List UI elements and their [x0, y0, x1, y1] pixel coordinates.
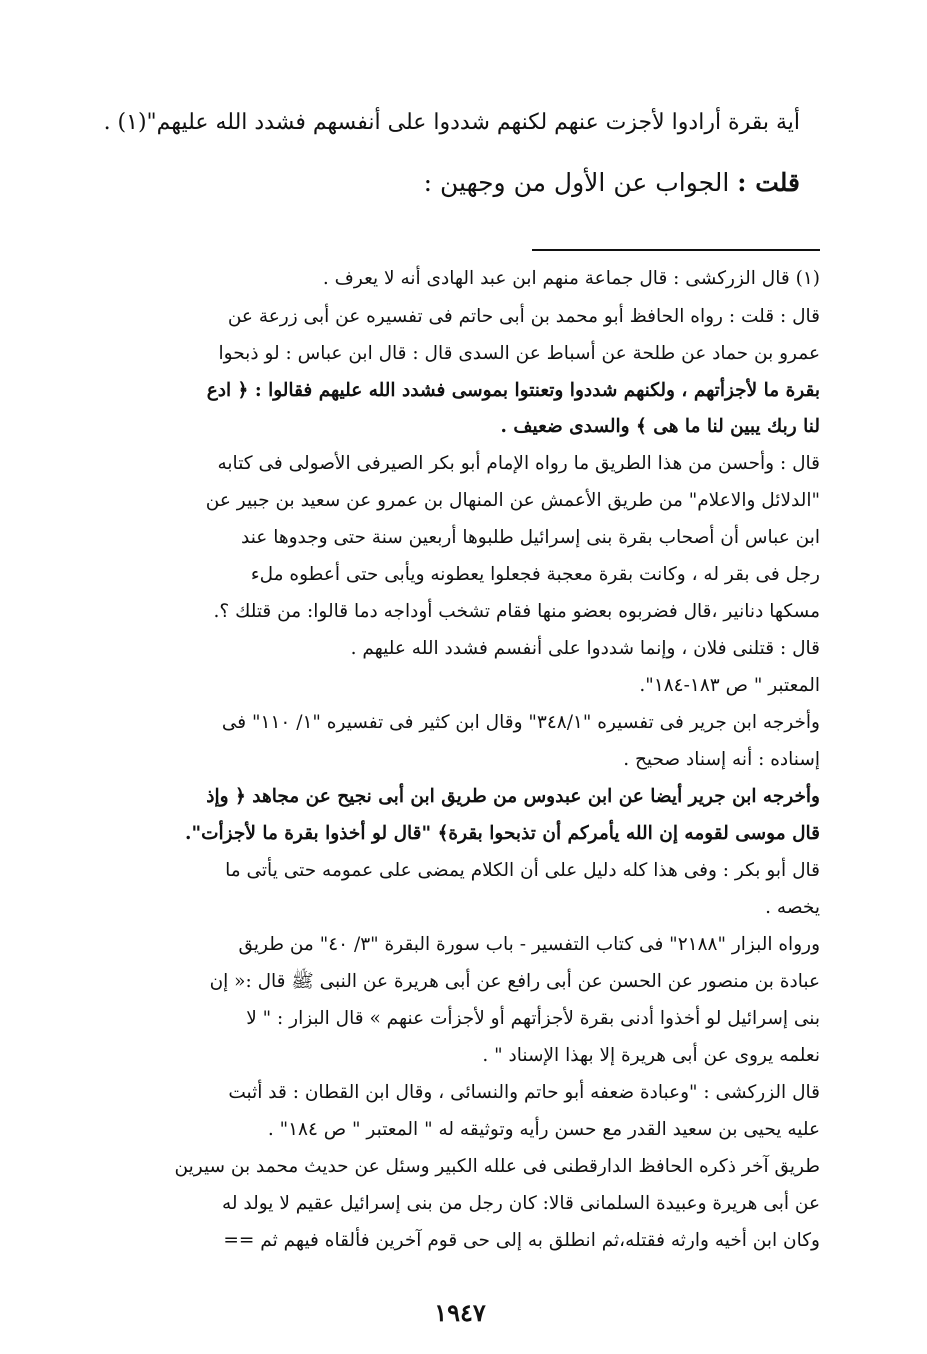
footnote-line: نعلمه يروى عن أبى هريرة إلا بهذا الإسناد " .: [482, 1045, 820, 1066]
main-text-label: قلت :: [737, 168, 800, 197]
footnote-line: بنى إسرائيل لو أخذوا أدنى بقرة لأجزأتهم أو لأجزأت عنهم » قال البزار : " لا: [246, 1008, 820, 1029]
footnote-line: لنا ربك يبين لنا ما هى ﴾ والسدى ضعيف .: [500, 416, 820, 437]
main-text-line-2-text: الجواب عن الأول من وجهين :: [423, 168, 730, 197]
footnote-line: ورواه البزار "٢١٨٨" فى كتاب التفسير - باب سورة البقرة "٣/ ٤٠" من طريق: [238, 934, 820, 955]
footnote-line: مسكها دنانير ،قال فضربوه بعضو منها فقام تشخب أوداجه دما قالوا: من قتلك ؟.: [213, 601, 820, 622]
footnote-line: وكان ابن أخيه وارثه فقتله،ثم انطلق به إلى حى قوم آخرين فألقاه فيهم ثم ==: [223, 1230, 820, 1251]
main-text-line-1-text: أية بقرة أرادوا لأجزت عنهم لكنهم شددوا على أنفسهم فشدد الله عليهم"(١) .: [103, 110, 800, 135]
footnote-line: قال أبو بكر : وفى هذا كله دليل على أن الكلام يمضى على عمومه حتى يأتى ما: [225, 860, 820, 881]
footnote-line: قال : وأحسن من هذا الطريق ما رواه الإمام أبو بكر الصيرفى الأصولى فى كتابه: [217, 453, 820, 474]
footnote-line: عن أبى هريرة وعبيدة السلمانى قالا: كان رجل من بنى إسرائيل عقيم لا يولد له: [221, 1193, 820, 1214]
footnote-line: يخصه .: [765, 897, 820, 918]
footnote-line: وأخرجه ابن جرير أيضا عن ابن عبدوس من طريق ابن أبى نجيح عن مجاهد ﴿ وإذ: [206, 786, 820, 807]
main-text-line-1: [100, 110, 800, 135]
footnote-line: بقرة ما لأجزأتهم ، ولكنهم شددوا وتعنتوا بموسى فشدد الله عليهم فقالوا : ﴿ ادع: [206, 380, 820, 401]
footnote-line: رجل فى بقر له ، وكانت بقرة معجبة فجعلوا يعطونه ويأبى حتى أعطوه ملء: [250, 564, 820, 585]
footnote-line: عبادة بن منصور عن الحسن عن أبى رافع عن أبى هريرة عن النبى ﷺ قال :« إن: [209, 971, 820, 992]
footnote-line: المعتبر " ص ١٨٣-١٨٤".: [639, 675, 820, 696]
footnote-line: "الدلائل والاعلام" من طريق الأعمش عن المنهال بن عمرو عن سعيد بن جبير عن: [205, 490, 820, 511]
footnote-line: قال موسى لقومه إن الله يأمركم أن تذبحوا بقرة﴾ "قال لو أخذوا بقرة ما لأجزأت".: [185, 823, 820, 844]
footnote-line: طريق آخر ذكره الحافظ الدارقطنى فى علله الكبير وسئل عن حديث محمد بن سيرين: [174, 1156, 820, 1177]
page-number: ١٩٤٧: [434, 1298, 486, 1327]
main-text-line-2: [100, 168, 800, 197]
footnote-line: قال : قلت : رواه الحافظ أبو محمد بن أبى حاتم فى تفسيره عن أبى زرعة عن: [227, 306, 820, 327]
footnote-line: ابن عباس أن أصحاب بقرة بنى إسرائيل طلبوها أربعين سنة حتى وجدوها عند: [240, 527, 820, 548]
footnote-divider: [532, 249, 820, 251]
footnote-line: قال : قتلنى فلان ، وإنما شددوا على أنفسم فشدد الله عليهم .: [350, 638, 820, 659]
footnote-line: عليه يحيى بن سعيد القدر مع حسن رأيه وتوثيقه له " المعتبر " ص ١٨٤" .: [267, 1119, 820, 1140]
footnote-line: وأخرجه ابن جرير فى تفسيره "٣٤٨/١" وقال ابن كثير فى تفسيره "١/ ١١٠" فى: [221, 712, 820, 733]
footnote-line: إسناده : أنه إسناد صحيح .: [623, 749, 820, 770]
footnote-line: (١) قال الزركشى : قال جماعة منهم ابن عبد الهادى أنه لا يعرف .: [322, 268, 820, 289]
footnote-line: قال الزركشى : "وعبادة ضعفه أبو حاتم والنسائى ، وقال ابن القطان : قد أثبت: [228, 1082, 820, 1103]
footnote-line: عمرو بن حماد عن طلحة عن أسباط عن السدى قال : قال ابن عباس : لو ذبحوا: [218, 343, 820, 364]
